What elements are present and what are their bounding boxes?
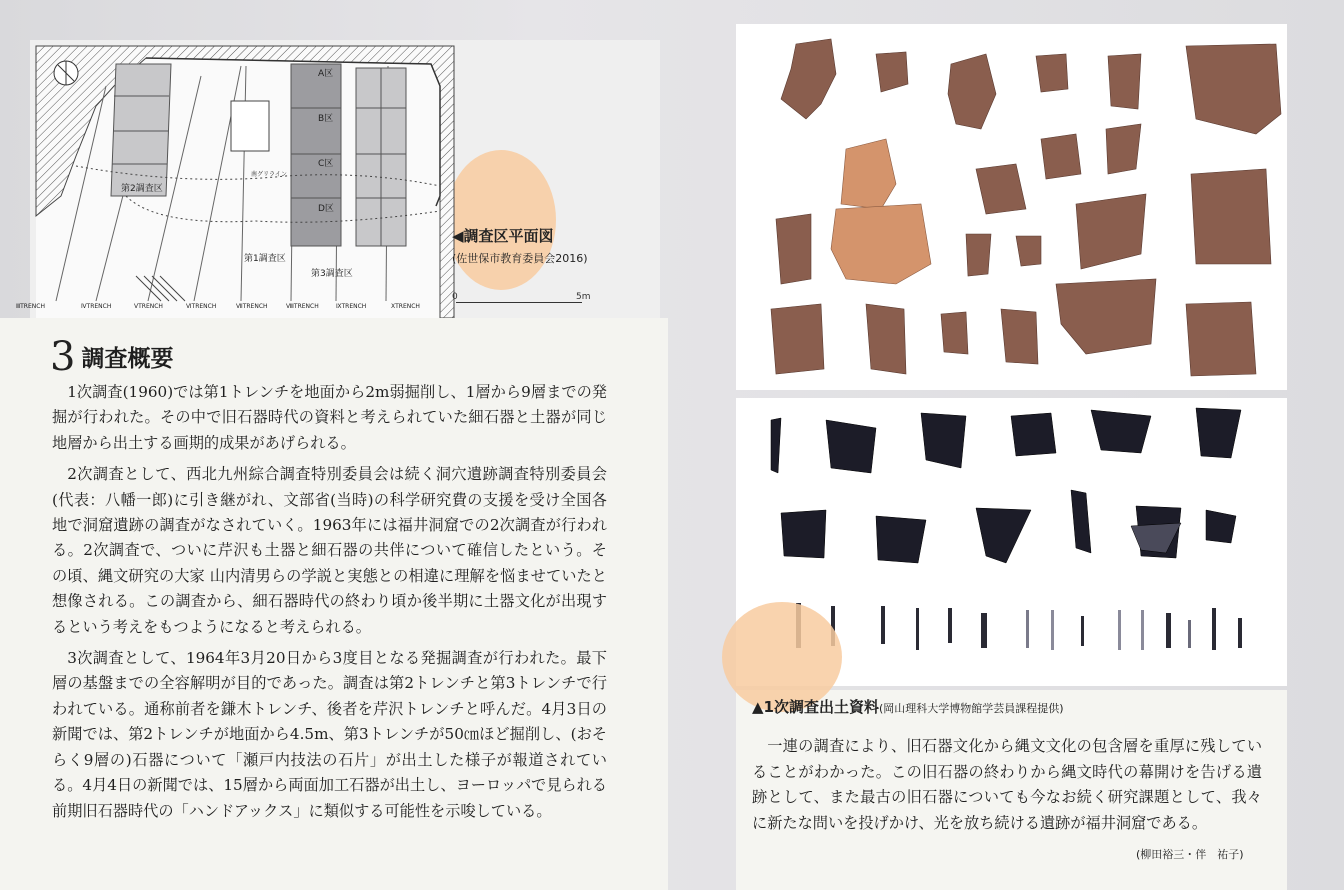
photo-title: ▲1次調査出土資料 [752,698,879,716]
svg-text:ⅩTRENCH: ⅩTRENCH [391,303,420,310]
svg-text:ⅦTRENCH: ⅦTRENCH [236,303,268,310]
svg-text:D区: D区 [318,204,334,214]
paragraph: 1次調査(1960)では第1トレンチを地面から2m弱掘削し、1層から9層までの発掘が行われた。その中で旧石器時代の資料と考えられていた細石器と土器が同じ地層から出土する画期的成果があげられる。 [52,383,607,452]
paragraph: 3次調査として、1964年3月20日から3度目となる発掘調査が行われた。最下層の基盤までの全容解明が目的であった。調査は第2トレンチと第3トレンチで行われている。通称前者を鎌木トレンチ、後者を芹沢トレンチと呼んだ。4月3日の新聞では、第2トレンチが地面から4.5m、第3トレンチが50㎝ほど掘削し、(おそらく9層の)石器について「瀬戸内技法の石片」が出土した様子が報道されている。4月4日の新聞では、15層から両面加工石器が出土し、ヨーロッパで見られる前期旧石器時代の「ハンドアックス」に類似する可能性を示唆している。 [52,649,607,820]
section-body [52,380,607,830]
pottery-photo [736,24,1287,390]
svg-text:ⅨTRENCH: ⅨTRENCH [336,303,367,310]
scale-end: 5m [576,292,591,302]
pottery-shards-drawing [736,24,1287,390]
photo-caption [752,696,1064,717]
svg-text:ⅥTRENCH: ⅥTRENCH [186,303,217,310]
map-title: ◀調査区平面図 [452,227,554,245]
svg-text:第2調査区: 第2調査区 [121,184,163,194]
svg-text:C区: C区 [318,159,334,169]
decorative-circle [446,150,556,290]
scale-start: 0 [452,292,458,302]
svg-text:B区: B区 [318,114,334,124]
svg-text:南グリライン: 南グリライン [251,171,287,178]
site-plan-drawing [16,46,454,318]
authors: (柳田裕三・伴 祐子) [1136,848,1244,861]
section-number: 3 [50,334,76,380]
site-plan-map [16,46,454,318]
svg-text:A区: A区 [318,69,334,79]
section-heading [50,334,173,380]
svg-text:第1調査区: 第1調査区 [244,254,286,264]
svg-text:ⅤTRENCH: ⅤTRENCH [134,303,163,310]
map-scale [452,292,592,302]
svg-text:ⅧTRENCH: ⅧTRENCH [286,303,319,310]
svg-text:ⅢTRENCH: ⅢTRENCH [16,303,45,310]
scale-bar [456,302,582,303]
svg-text:第3調査区: 第3調査区 [311,269,353,279]
paragraph: 2次調査として、西北九州綜合調査特別委員会は続く洞穴遺跡調査特別委員会(代表：八幡一郎)に引き継がれ、文部省(当時)の科学研究費の支援を受け全国各地で洞窟遺跡の調査がなされていく。1963年には福井洞窟での2次調査が行われる。2次調査で、ついに芹沢も土器と細石器の共伴について確信したという。その頃、縄文研究の大家 山内清男らの学説と実態との相違に理解を悩ませていたと想像される。この調査から、細石器時代の終わり頃か後半期に土器文化が出現するという考えをもつようになると考えられる。 [52,465,607,636]
summary-text: 一連の調査により、旧石器文化から縄文文化の包含層を重厚に残していることがわかった。この旧石器の終わりから縄文時代の幕開けを告げる遺跡として、また最古の旧石器についても今なお続く研究課題として、我々に新たな問いを投げかけ、光を放ち続ける遺跡が福井洞窟である。 [752,737,1262,832]
section-title: 調査概要 [81,345,174,372]
map-credit: (佐世保市教育委員会2016) [452,252,588,265]
svg-text:ⅣTRENCH: ⅣTRENCH [81,303,112,310]
photo-credit: (岡山理科大学博物館学芸員課程提供) [878,702,1064,715]
